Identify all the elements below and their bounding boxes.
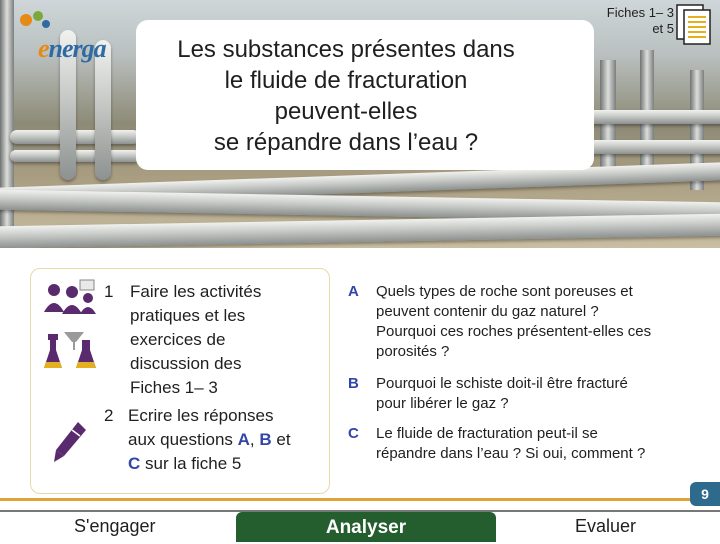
question-line: pour libérer le gaz ? [376, 395, 509, 412]
title-line: Les substances présentes dans [177, 36, 515, 63]
question-line: Quels types de roche sont poreuses et [376, 283, 633, 300]
title-line: se répandre dans l’eau ? [213, 129, 479, 156]
question-line: Pourquoi le schiste doit-il être fracturé [376, 375, 628, 392]
page-number-badge: 9 [690, 482, 720, 506]
document-icon[interactable] [676, 4, 712, 46]
question-b [376, 374, 628, 414]
task-line: Ecrire les réponses [128, 406, 274, 425]
people-discussion-icon [44, 276, 100, 320]
task-line: C sur la fiche 5 [128, 454, 242, 473]
question-letter: C [348, 425, 359, 442]
energa-logo [8, 6, 143, 64]
lab-flask-icon [44, 328, 100, 374]
task-number: 1 [104, 282, 114, 301]
task-line: aux questions A, B et [128, 430, 291, 449]
fiches-reference [584, 5, 674, 37]
fiches-line: et 5 [652, 21, 674, 36]
task-line: discussion des [130, 354, 242, 373]
logo-mark-icon [14, 6, 54, 36]
task-line: exercices de [130, 330, 226, 349]
question-letter: A [348, 283, 359, 300]
task-1-text [130, 280, 261, 400]
title-line: le fluide de fracturation [224, 67, 468, 94]
fiches-line: Fiches 1– 3 [606, 5, 674, 20]
logo-text: energa [38, 34, 106, 63]
pencil-icon [52, 420, 88, 464]
question-line: porosités ? [376, 343, 450, 360]
question-line: peuvent contenir du gaz naturel ? [376, 303, 599, 320]
pipe [0, 213, 720, 248]
question-a [376, 282, 651, 362]
page-title [136, 34, 556, 158]
task-number: 2 [104, 406, 114, 425]
nav-engager[interactable]: S'engager [74, 516, 156, 536]
question-line: répandre dans l’eau ? Si oui, comment ? [376, 445, 646, 462]
question-c [376, 424, 645, 464]
title-box [136, 20, 594, 170]
question-letter: B [348, 375, 359, 392]
question-line: Le fluide de fracturation peut-il se [376, 425, 598, 442]
nav-evaluer[interactable]: Evaluer [575, 516, 637, 536]
task-line: pratiques et les [130, 306, 246, 325]
question-line: Pourquoi ces roches présentent-elles ces [376, 323, 652, 340]
title-line: peuvent-elles [274, 98, 418, 125]
nav-analyser[interactable]: Analyser [236, 512, 496, 542]
footer-rule [0, 498, 720, 501]
task-2-text [128, 404, 291, 476]
task-line: Fiches 1– 3 [130, 378, 218, 397]
task-line: Faire les activités [130, 282, 262, 301]
